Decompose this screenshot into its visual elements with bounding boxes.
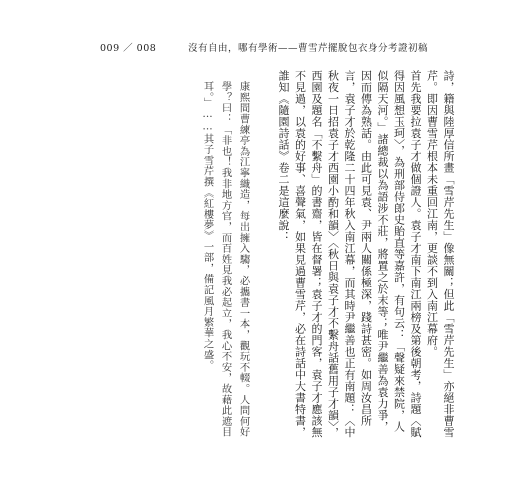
page-numbers: 009 ／ 008 <box>100 43 157 54</box>
running-title: 沒有自由，哪有學術——曹雪芹擺脫包衣身分考證初稿 <box>188 43 429 54</box>
paragraph: 首先我要拉袁子才做個證人。袁子才南下南江兩榜及第後朝考，詩題〈賦得因風想玉珂〉，為刑部侍郎史貽直等嘉許，有句云：「聲疑來禁院，人似隔天河。」諸總裁以為語涉不莊，將置之於末等；唯尹繼善為袁力爭，因而傳為熟話。由此可見袁、尹兩人關係極深，踐詩甚密。如周汝昌所言，袁子才於乾隆二十四年秋入南江幕，而其時尹繼善也正有南題：〈中秋夜一日招袁子才西園小酌和韻〉〈秋日與袁子才不繫舟話舊用子才韻〉，西園及題名「不繫舟」的書齋，皆在督署；袁子才的門客，袁子才應該無不見過，以袁的好事、喜聲氣，如果見過曹雪芹，必在詩話中大書特書，誰知《隨園詩話》卷二是這麼說： <box>277 70 422 439</box>
running-header <box>100 40 460 56</box>
paragraph: 詩，籍與陸厚信所畫「雪芹先生」像無關；但此「雪芹先生」亦絕非曹雪芹。即因曹雪芹根本未重回江南，更談不到入南江幕府。 <box>425 70 455 438</box>
vertical-text-body <box>86 70 456 442</box>
block-quote: 康熙間曹練亭為江寧織造，每出擁入騶，必攜書一本，觀玩不輟。人問何好學？曰：「非也！我非地方官，而百姓見我必起立，我心不安，故藉此遮目耳。」……其子雪芹撰《紅樓夢》一部，備記風月繁華之盛。 <box>201 81 250 438</box>
